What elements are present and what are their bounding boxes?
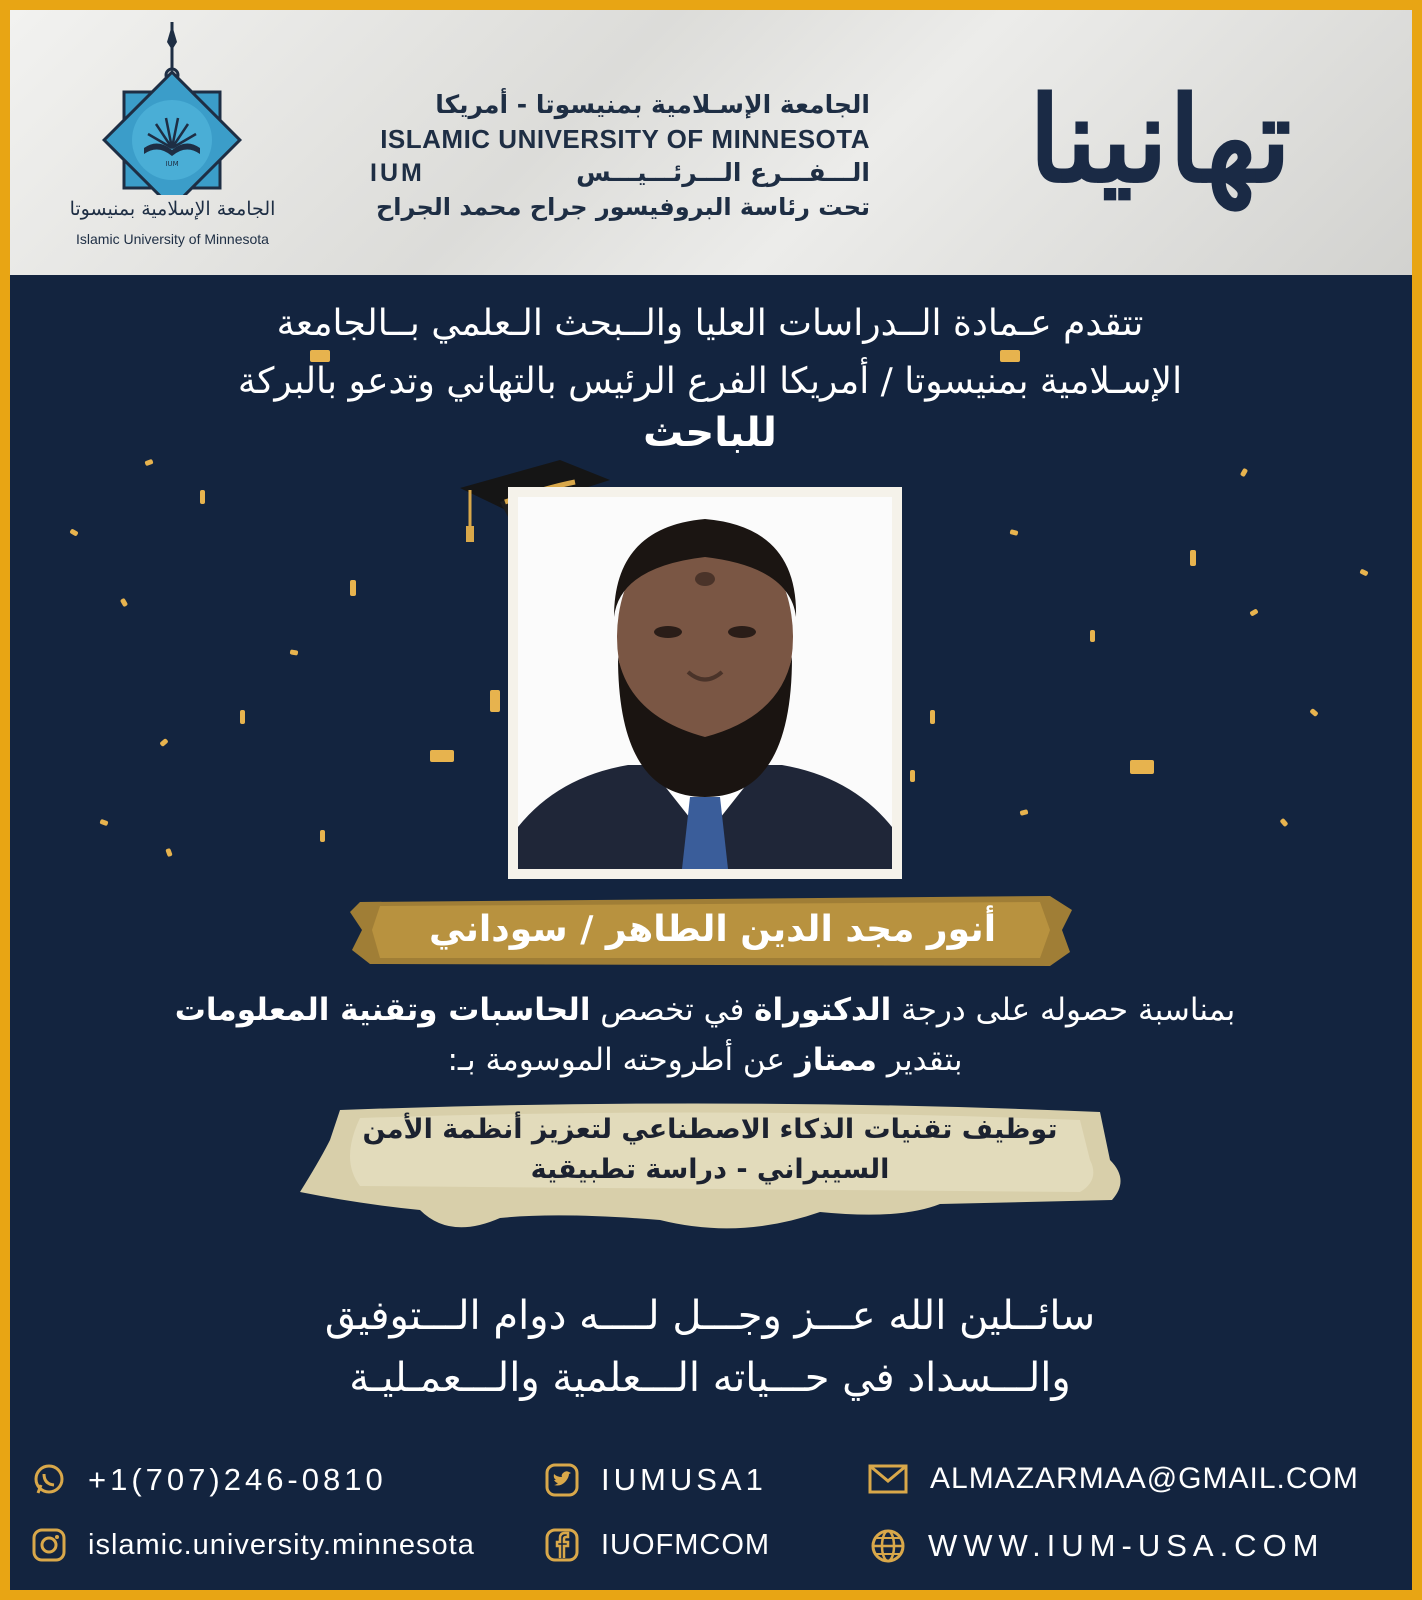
researcher-photo-frame <box>508 487 902 879</box>
confetti <box>159 738 168 747</box>
twitter-handle: IUMUSA1 <box>601 1462 767 1497</box>
confetti <box>1240 468 1248 477</box>
contact-phone[interactable] <box>32 1462 387 1498</box>
logo-arabic-text: الجامعة الإسلامية بمنيسوتا <box>69 198 276 220</box>
confetti <box>1249 608 1258 616</box>
confetti <box>1280 818 1289 827</box>
confetti <box>200 490 205 504</box>
confetti <box>1019 809 1028 816</box>
whatsapp-icon <box>32 1463 66 1497</box>
instagram-icon <box>32 1528 66 1562</box>
instagram-handle: islamic.university.minnesota <box>88 1528 475 1561</box>
university-info <box>370 88 870 224</box>
degree-line-1 <box>110 985 1300 1035</box>
confetti <box>99 819 108 826</box>
researcher-photo <box>518 497 892 869</box>
poster <box>10 10 1412 1590</box>
confetti <box>1359 569 1368 577</box>
degree-line-2 <box>110 1035 1300 1085</box>
thesis-line-2: السيبراني - دراسة تطبيقية <box>530 1154 890 1185</box>
degree-description <box>110 985 1300 1085</box>
confetti <box>1130 760 1154 774</box>
confetti <box>910 770 915 782</box>
confetti <box>290 649 299 655</box>
email-address: ALMAZARMAA@GMAIL.COM <box>930 1462 1359 1495</box>
confetti <box>430 750 454 762</box>
branch-name-arabic: الـــفـــرع الـــرئـــيـــس <box>576 158 870 187</box>
phone-number: +1(707)246-0810 <box>88 1462 387 1497</box>
poster-header <box>10 10 1412 275</box>
intro-line-2: الإسـلامية بمنيسوتا / أمريكا الفرع الرئيس بالتهاني وتدعو بالبركة <box>237 361 1183 402</box>
prayer-text <box>260 1285 1160 1409</box>
congratulations-title: تهانينا <box>1028 70 1292 209</box>
branch-line <box>370 156 870 190</box>
contact-website[interactable] <box>870 1528 1325 1564</box>
confetti <box>1190 550 1196 566</box>
contact-footer <box>10 1450 1412 1590</box>
confetti <box>69 528 78 536</box>
confetti <box>120 598 128 607</box>
degree-grade: ممتاز <box>794 1042 877 1078</box>
confetti <box>350 580 356 596</box>
degree-type: الدكتوراة <box>754 992 892 1028</box>
intro-line-1: تتقدم عـمادة الــدراسات العليا والــبحث الـعلمي بــالجامعة <box>276 303 1144 344</box>
contact-twitter[interactable] <box>545 1462 767 1498</box>
university-name-arabic: الجامعة الإسـلامية بمنيسوتا - أمريكا <box>435 90 870 119</box>
branch-code: IUM <box>370 159 425 187</box>
logo-emblem-icon <box>65 20 280 195</box>
confetti <box>165 848 172 857</box>
university-logo <box>65 20 280 260</box>
confetti <box>240 710 245 724</box>
intro-line-3: للباحث <box>643 410 777 456</box>
confetti <box>1090 630 1095 642</box>
degree-specialization: الحاسبات وتقنية المعلومات <box>174 992 591 1028</box>
twitter-icon <box>545 1463 579 1497</box>
thesis-line-1: توظيف تقنيات الذكاء الاصطناعي لتعزيز أنظمة الأمن <box>362 1114 1058 1145</box>
thesis-title <box>350 1110 1070 1190</box>
confetti <box>144 459 153 466</box>
intro-text <box>160 295 1260 411</box>
facebook-icon <box>545 1528 579 1562</box>
confetti <box>490 690 500 712</box>
contact-instagram[interactable] <box>32 1528 475 1562</box>
svg-text:IUM: IUM <box>165 160 179 168</box>
researcher-name: أنور مجد الدين الطاهر / سوداني <box>428 909 997 950</box>
confetti <box>320 830 325 842</box>
degree-text: في تخصص <box>590 992 755 1028</box>
globe-icon <box>870 1528 906 1564</box>
email-icon <box>868 1464 908 1494</box>
confetti <box>1009 529 1018 536</box>
prayer-line-1: سائــلين الله عـــز وجـــل لــــه دوام الـــتوفيق <box>324 1293 1096 1339</box>
website-url: WWW.IUM-USA.COM <box>928 1528 1325 1563</box>
presidency-text: تحت رئاسة البروفيسور جراح محمد الجراح <box>375 193 870 221</box>
researcher-portrait-image <box>518 497 892 869</box>
degree-text: بتقدير <box>876 1042 963 1078</box>
facebook-handle: IUOFMCOM <box>601 1528 771 1561</box>
degree-text: بمناسبة حصوله على درجة <box>891 992 1236 1028</box>
university-name-english: ISLAMIC UNIVERSITY OF MINNESOTA <box>380 124 870 154</box>
contact-facebook[interactable] <box>545 1528 770 1562</box>
confetti <box>930 710 935 724</box>
logo-english-text: Islamic University of Minnesota <box>76 231 269 247</box>
confetti <box>1309 708 1318 717</box>
prayer-line-2: والـــسداد في حـــياته الـــعلمية والـــعمـليـة <box>349 1355 1071 1401</box>
contact-email[interactable] <box>868 1462 1359 1496</box>
degree-text: عن أطروحته الموسومة بـ: <box>447 1042 795 1078</box>
